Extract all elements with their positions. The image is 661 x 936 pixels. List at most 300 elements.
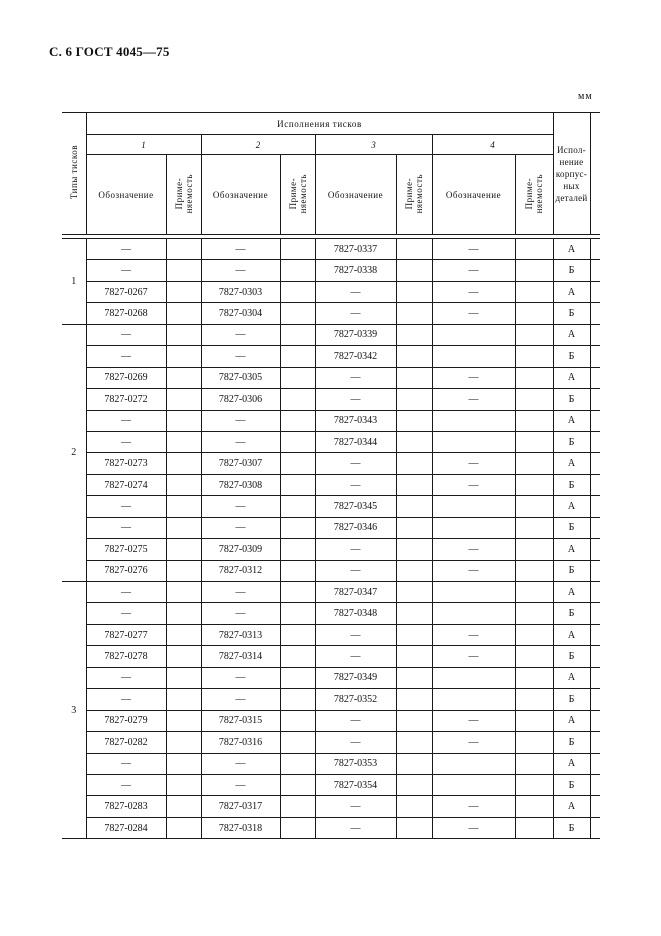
body-version-cell: А — [553, 281, 590, 302]
applicability-cell — [396, 517, 432, 538]
applicability-cell — [280, 389, 315, 410]
applicability-header-3 — [396, 155, 432, 235]
designation-cell: — — [86, 753, 166, 774]
designation-cell: — — [432, 646, 515, 667]
applicability-cell — [396, 496, 432, 517]
designation-cell: — — [86, 324, 166, 345]
applicability-cell — [396, 817, 432, 838]
applicability-cell — [515, 303, 553, 324]
designation-cell: — — [86, 603, 166, 624]
table-row — [62, 603, 600, 624]
body-version-cell: Б — [553, 303, 590, 324]
body-version-cell: А — [553, 324, 590, 345]
applicability-cell — [515, 431, 553, 452]
designation-cell: 7827-0318 — [201, 817, 280, 838]
body-version-cell: Б — [553, 517, 590, 538]
designation-cell: 7827-0339 — [315, 324, 396, 345]
right-margin-cell — [590, 431, 600, 452]
body-version-cell: А — [553, 667, 590, 688]
designation-cell: 7827-0284 — [86, 817, 166, 838]
designation-header-2: Обозначение — [201, 155, 280, 235]
designation-cell: — — [432, 732, 515, 753]
designation-cell: — — [315, 303, 396, 324]
applicability-header-1 — [166, 155, 201, 235]
designation-cell: 7827-0273 — [86, 453, 166, 474]
designation-cell — [432, 496, 515, 517]
designation-cell: — — [201, 410, 280, 431]
applicability-cell — [280, 324, 315, 345]
right-margin-cell — [590, 753, 600, 774]
vise-type-cell: 1 — [62, 239, 86, 325]
right-margin-cell — [590, 239, 600, 260]
designation-cell: 7827-0317 — [201, 796, 280, 817]
designation-cell: — — [86, 260, 166, 281]
table-row — [62, 346, 600, 367]
applicability-cell — [396, 281, 432, 302]
applicability-cell — [166, 453, 201, 474]
designation-cell: — — [432, 710, 515, 731]
right-margin-cell — [590, 453, 600, 474]
table-row — [62, 281, 600, 302]
applicability-cell — [166, 774, 201, 795]
applicability-cell — [396, 603, 432, 624]
applicability-cell — [515, 410, 553, 431]
applicability-cell — [166, 624, 201, 645]
designation-cell: — — [315, 624, 396, 645]
designation-cell: — — [432, 239, 515, 260]
applicability-cell — [515, 796, 553, 817]
designation-cell: — — [432, 260, 515, 281]
body-version-cell: Б — [553, 474, 590, 495]
designation-cell: — — [315, 281, 396, 302]
designation-cell: 7827-0269 — [86, 367, 166, 388]
applicability-cell — [280, 732, 315, 753]
body-version-cell: Б — [553, 389, 590, 410]
designation-cell: 7827-0346 — [315, 517, 396, 538]
designation-cell: — — [315, 710, 396, 731]
applicability-label: Приме- няемость — [173, 173, 194, 214]
designation-cell: — — [86, 346, 166, 367]
designation-cell: 7827-0267 — [86, 281, 166, 302]
designation-cell — [432, 582, 515, 603]
applicability-cell — [396, 367, 432, 388]
applicability-header-4 — [515, 155, 553, 235]
designation-cell — [432, 667, 515, 688]
designation-cell: 7827-0308 — [201, 474, 280, 495]
table-row — [62, 774, 600, 795]
table-row — [62, 474, 600, 495]
designation-cell: — — [432, 303, 515, 324]
body-version-cell: А — [553, 239, 590, 260]
applicability-cell — [396, 324, 432, 345]
right-margin-cell — [590, 113, 600, 235]
designation-cell — [432, 603, 515, 624]
designation-cell: 7827-0315 — [201, 710, 280, 731]
applicability-cell — [166, 324, 201, 345]
designation-cell: 7827-0305 — [201, 367, 280, 388]
vise-type-cell: 2 — [62, 324, 86, 581]
right-margin-cell — [590, 582, 600, 603]
designation-cell: — — [86, 667, 166, 688]
designation-cell: — — [86, 582, 166, 603]
body-version-cell: Б — [553, 689, 590, 710]
applicability-cell — [166, 753, 201, 774]
designation-header-4: Обозначение — [432, 155, 515, 235]
applicability-cell — [515, 260, 553, 281]
right-margin-cell — [590, 689, 600, 710]
applicability-cell — [166, 517, 201, 538]
applicability-cell — [166, 281, 201, 302]
designation-cell: — — [86, 496, 166, 517]
applicability-cell — [396, 667, 432, 688]
designation-cell: 7827-0277 — [86, 624, 166, 645]
body-version-cell: А — [553, 410, 590, 431]
applicability-cell — [280, 560, 315, 581]
applicability-cell — [515, 624, 553, 645]
applicability-cell — [515, 689, 553, 710]
designation-cell: 7827-0337 — [315, 239, 396, 260]
applicability-cell — [280, 796, 315, 817]
applicability-label: Приме- няемость — [287, 173, 308, 214]
designation-cell — [432, 346, 515, 367]
page-header: С. 6 ГОСТ 4045—75 — [49, 44, 170, 59]
applicability-cell — [515, 346, 553, 367]
right-margin-cell — [590, 389, 600, 410]
right-margin-cell — [590, 281, 600, 302]
applicability-cell — [280, 710, 315, 731]
body-version-cell: Б — [553, 646, 590, 667]
right-margin-cell — [590, 710, 600, 731]
right-margin-cell — [590, 796, 600, 817]
applicability-cell — [280, 239, 315, 260]
applicability-cell — [166, 260, 201, 281]
designation-cell: — — [201, 774, 280, 795]
designation-cell: — — [315, 474, 396, 495]
table-row — [62, 303, 600, 324]
table-row — [62, 646, 600, 667]
applicability-cell — [515, 324, 553, 345]
designation-cell: — — [432, 389, 515, 410]
designation-cell: — — [86, 239, 166, 260]
designation-cell: 7827-0268 — [86, 303, 166, 324]
applicability-cell — [280, 774, 315, 795]
applicability-cell — [166, 539, 201, 560]
applicability-cell — [280, 689, 315, 710]
applicability-cell — [396, 774, 432, 795]
applicability-cell — [166, 646, 201, 667]
applicability-cell — [515, 367, 553, 388]
applicability-cell — [280, 303, 315, 324]
right-margin-cell — [590, 817, 600, 838]
designation-cell: — — [201, 517, 280, 538]
designation-cell: — — [315, 817, 396, 838]
applicability-cell — [166, 346, 201, 367]
unit-label: мм — [578, 91, 593, 102]
applicability-cell — [280, 646, 315, 667]
designation-header-1: Обозначение — [86, 155, 166, 235]
applicability-label: Приме- няемость — [524, 173, 544, 214]
designation-cell: — — [201, 431, 280, 452]
table-row — [62, 710, 600, 731]
designation-cell: 7827-0275 — [86, 539, 166, 560]
right-margin-cell — [590, 367, 600, 388]
designation-cell: 7827-0282 — [86, 732, 166, 753]
table-row — [62, 496, 600, 517]
body-version-cell: Б — [553, 560, 590, 581]
designation-cell: — — [432, 367, 515, 388]
applicability-cell — [166, 796, 201, 817]
applicability-cell — [396, 624, 432, 645]
applicability-cell — [166, 603, 201, 624]
body-version-cell: Б — [553, 732, 590, 753]
applicability-cell — [166, 667, 201, 688]
body-version-cell: Б — [553, 346, 590, 367]
designation-cell: — — [201, 260, 280, 281]
body-version-cell: А — [553, 496, 590, 517]
applicability-cell — [396, 239, 432, 260]
right-margin-cell — [590, 260, 600, 281]
applicability-cell — [280, 603, 315, 624]
applicability-cell — [166, 303, 201, 324]
body-version-cell: А — [553, 539, 590, 560]
applicability-cell — [166, 431, 201, 452]
designation-cell: 7827-0342 — [315, 346, 396, 367]
designation-cell: — — [432, 560, 515, 581]
table-row — [62, 431, 600, 452]
designation-cell: — — [432, 474, 515, 495]
right-margin-cell — [590, 732, 600, 753]
table-row — [62, 239, 600, 260]
designation-cell: — — [201, 753, 280, 774]
applicability-cell — [396, 260, 432, 281]
designation-cell: 7827-0313 — [201, 624, 280, 645]
table-row — [62, 582, 600, 603]
designation-cell: 7827-0314 — [201, 646, 280, 667]
right-margin-cell — [590, 410, 600, 431]
applicability-header-2 — [280, 155, 315, 235]
applicability-cell — [280, 753, 315, 774]
designation-header-3: Обозначение — [315, 155, 396, 235]
applicability-cell — [166, 474, 201, 495]
applicability-cell — [166, 239, 201, 260]
applicability-cell — [280, 517, 315, 538]
right-margin-cell — [590, 603, 600, 624]
designation-cell: — — [315, 453, 396, 474]
designation-cell — [432, 431, 515, 452]
body-version-cell: Б — [553, 603, 590, 624]
applicability-cell — [396, 453, 432, 474]
designation-cell: 7827-0312 — [201, 560, 280, 581]
right-margin-cell — [590, 517, 600, 538]
right-margin-cell — [590, 539, 600, 560]
applicability-cell — [515, 710, 553, 731]
designation-cell — [432, 324, 515, 345]
designation-cell: 7827-0354 — [315, 774, 396, 795]
applicability-cell — [396, 646, 432, 667]
applicability-cell — [515, 603, 553, 624]
designation-cell: 7827-0353 — [315, 753, 396, 774]
right-margin-cell — [590, 303, 600, 324]
designation-cell: 7827-0344 — [315, 431, 396, 452]
applicability-cell — [396, 689, 432, 710]
applicability-cell — [166, 496, 201, 517]
applicability-cell — [396, 410, 432, 431]
designation-cell: 7827-0348 — [315, 603, 396, 624]
applicability-cell — [280, 496, 315, 517]
designation-cell: — — [86, 410, 166, 431]
designation-cell: — — [432, 817, 515, 838]
applicability-cell — [515, 389, 553, 410]
designation-cell: 7827-0283 — [86, 796, 166, 817]
types-header-label: Типы тисков — [68, 145, 79, 200]
table-row — [62, 539, 600, 560]
designation-cell: — — [315, 367, 396, 388]
applicability-cell — [280, 667, 315, 688]
table-row — [62, 732, 600, 753]
designation-cell: 7827-0304 — [201, 303, 280, 324]
applicability-cell — [280, 346, 315, 367]
applicability-cell — [166, 389, 201, 410]
body-version-label: Испол- нение корпус- ных деталей — [555, 144, 588, 203]
applicability-cell — [515, 582, 553, 603]
version-number-3: 3 — [315, 135, 432, 155]
right-margin-cell — [590, 474, 600, 495]
applicability-label: Приме- няемость — [404, 173, 424, 214]
designation-cell: — — [201, 239, 280, 260]
versions-header: Исполнения тисков — [86, 113, 553, 135]
applicability-cell — [396, 560, 432, 581]
applicability-cell — [515, 646, 553, 667]
version-number-2: 2 — [201, 135, 315, 155]
version-number-4: 4 — [432, 135, 553, 155]
table-row — [62, 389, 600, 410]
designation-cell: — — [315, 539, 396, 560]
designation-cell — [432, 753, 515, 774]
right-margin-cell — [590, 624, 600, 645]
body-version-cell: Б — [553, 774, 590, 795]
applicability-cell — [515, 560, 553, 581]
designation-cell: — — [201, 582, 280, 603]
right-margin-cell — [590, 324, 600, 345]
table-row — [62, 667, 600, 688]
table-row — [62, 260, 600, 281]
applicability-cell — [515, 517, 553, 538]
applicability-cell — [396, 710, 432, 731]
applicability-cell — [396, 732, 432, 753]
right-margin-cell — [590, 560, 600, 581]
designation-cell: 7827-0279 — [86, 710, 166, 731]
applicability-cell — [280, 817, 315, 838]
applicability-cell — [280, 453, 315, 474]
applicability-cell — [515, 817, 553, 838]
body-version-header — [553, 113, 590, 235]
designation-cell: — — [201, 603, 280, 624]
body-version-cell: А — [553, 453, 590, 474]
designation-cell: — — [201, 689, 280, 710]
applicability-cell — [166, 817, 201, 838]
body-version-cell: А — [553, 796, 590, 817]
applicability-cell — [280, 582, 315, 603]
applicability-cell — [166, 582, 201, 603]
designation-cell: — — [315, 646, 396, 667]
applicability-cell — [166, 689, 201, 710]
designation-cell — [432, 689, 515, 710]
designation-cell: 7827-0349 — [315, 667, 396, 688]
designation-cell: — — [86, 774, 166, 795]
designation-cell: — — [315, 389, 396, 410]
designation-cell: 7827-0345 — [315, 496, 396, 517]
applicability-cell — [515, 667, 553, 688]
applicability-cell — [515, 774, 553, 795]
applicability-cell — [515, 539, 553, 560]
vise-type-cell: 3 — [62, 582, 86, 839]
table-row — [62, 624, 600, 645]
body-version-cell: А — [553, 624, 590, 645]
applicability-cell — [166, 710, 201, 731]
body-version-cell: Б — [553, 431, 590, 452]
applicability-cell — [396, 389, 432, 410]
table-row — [62, 689, 600, 710]
applicability-cell — [396, 346, 432, 367]
designation-cell: 7827-0278 — [86, 646, 166, 667]
applicability-cell — [166, 560, 201, 581]
designation-cell: 7827-0316 — [201, 732, 280, 753]
table-row — [62, 324, 600, 345]
applicability-cell — [280, 539, 315, 560]
applicability-cell — [280, 431, 315, 452]
applicability-cell — [396, 753, 432, 774]
applicability-cell — [280, 624, 315, 645]
applicability-cell — [280, 260, 315, 281]
designation-cell: — — [432, 796, 515, 817]
designation-cell: 7827-0306 — [201, 389, 280, 410]
body-version-cell: А — [553, 753, 590, 774]
table-row — [62, 817, 600, 838]
vise-table — [62, 112, 600, 839]
table-row — [62, 796, 600, 817]
applicability-cell — [515, 474, 553, 495]
table-row — [62, 367, 600, 388]
designation-cell: — — [86, 431, 166, 452]
applicability-cell — [280, 367, 315, 388]
designation-cell: — — [201, 324, 280, 345]
designation-cell: 7827-0309 — [201, 539, 280, 560]
right-margin-cell — [590, 667, 600, 688]
applicability-cell — [515, 281, 553, 302]
designation-cell: 7827-0303 — [201, 281, 280, 302]
version-number-1: 1 — [86, 135, 201, 155]
designation-cell: 7827-0343 — [315, 410, 396, 431]
designation-cell: — — [315, 560, 396, 581]
applicability-cell — [515, 239, 553, 260]
applicability-cell — [280, 281, 315, 302]
applicability-cell — [515, 753, 553, 774]
designation-cell: 7827-0276 — [86, 560, 166, 581]
designation-cell: — — [201, 496, 280, 517]
designation-cell — [432, 410, 515, 431]
table-row — [62, 517, 600, 538]
applicability-cell — [396, 303, 432, 324]
designation-cell: — — [432, 281, 515, 302]
applicability-cell — [396, 582, 432, 603]
applicability-cell — [515, 732, 553, 753]
designation-cell: 7827-0272 — [86, 389, 166, 410]
body-version-cell: А — [553, 367, 590, 388]
designation-cell: — — [201, 667, 280, 688]
body-version-cell: А — [553, 710, 590, 731]
table-row — [62, 560, 600, 581]
applicability-cell — [515, 496, 553, 517]
